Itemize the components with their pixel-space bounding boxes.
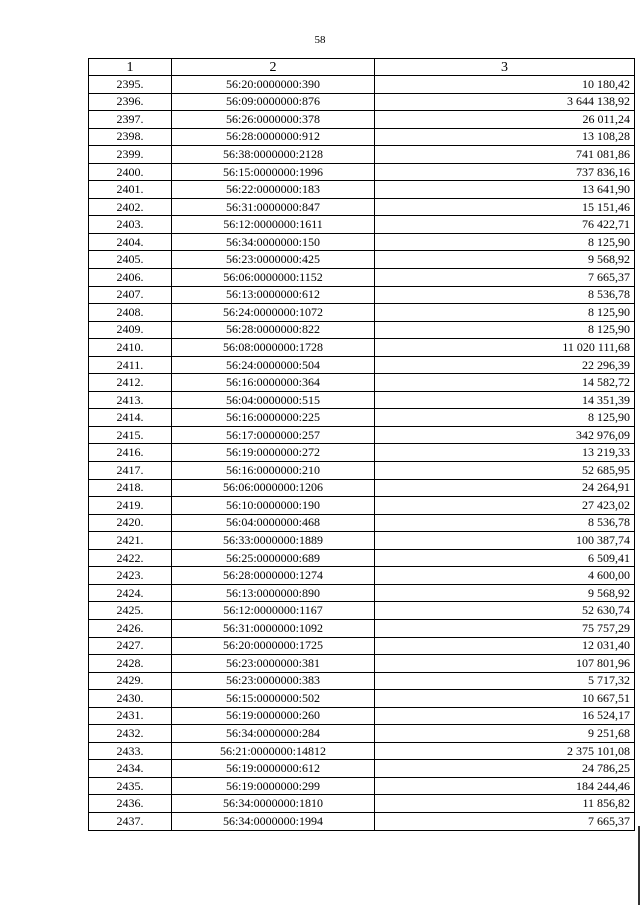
cadastral-number-cell: 56:12:0000000:1611 — [172, 216, 375, 234]
table-row — [89, 269, 635, 287]
table-row — [89, 304, 635, 322]
row-index-cell: 2397. — [89, 111, 172, 129]
cadastral-value-cell: 7 665,37 — [375, 269, 635, 287]
cadastral-value-cell: 3 644 138,92 — [375, 93, 635, 111]
table-row — [89, 181, 635, 199]
cadastral-number-cell: 56:06:0000000:1152 — [172, 269, 375, 287]
cadastral-value-cell: 7 665,37 — [375, 812, 635, 830]
table-row — [89, 251, 635, 269]
table-row — [89, 374, 635, 392]
cadastral-value-cell: 9 251,68 — [375, 725, 635, 743]
cadastral-number-cell: 56:15:0000000:1996 — [172, 163, 375, 181]
table-body — [89, 76, 635, 831]
table-row — [89, 286, 635, 304]
cadastral-number-cell: 56:28:0000000:822 — [172, 321, 375, 339]
cadastral-number-cell: 56:31:0000000:1092 — [172, 619, 375, 637]
cadastral-number-cell: 56:34:0000000:150 — [172, 233, 375, 251]
table-row — [89, 602, 635, 620]
table-row — [89, 497, 635, 515]
table-row — [89, 111, 635, 129]
column-header-index: 1 — [89, 59, 172, 76]
row-index-cell: 2433. — [89, 742, 172, 760]
cadastral-value-cell: 12 031,40 — [375, 637, 635, 655]
row-index-cell: 2404. — [89, 233, 172, 251]
cadastral-value-cell: 24 264,91 — [375, 479, 635, 497]
row-index-cell: 2399. — [89, 146, 172, 164]
row-index-cell: 2414. — [89, 409, 172, 427]
column-header-cadastral-number: 2 — [172, 59, 375, 76]
row-index-cell: 2415. — [89, 426, 172, 444]
cadastral-value-cell: 75 757,29 — [375, 619, 635, 637]
table-row — [89, 619, 635, 637]
row-index-cell: 2396. — [89, 93, 172, 111]
table-row — [89, 637, 635, 655]
table-row — [89, 462, 635, 480]
cadastral-value-cell: 11 020 111,68 — [375, 339, 635, 357]
cadastral-number-cell: 56:19:0000000:612 — [172, 760, 375, 778]
cadastral-number-cell: 56:24:0000000:504 — [172, 356, 375, 374]
cadastral-number-cell: 56:16:0000000:225 — [172, 409, 375, 427]
cadastral-value-cell: 8 536,78 — [375, 514, 635, 532]
row-index-cell: 2434. — [89, 760, 172, 778]
cadastral-value-cell: 27 423,02 — [375, 497, 635, 515]
row-index-cell: 2403. — [89, 216, 172, 234]
cadastral-number-cell: 56:17:0000000:257 — [172, 426, 375, 444]
cadastral-value-cell: 76 422,71 — [375, 216, 635, 234]
table-row — [89, 514, 635, 532]
table-row — [89, 672, 635, 690]
row-index-cell: 2405. — [89, 251, 172, 269]
table-row — [89, 444, 635, 462]
row-index-cell: 2431. — [89, 707, 172, 725]
table-row — [89, 76, 635, 94]
cadastral-number-cell: 56:16:0000000:210 — [172, 462, 375, 480]
row-index-cell: 2430. — [89, 690, 172, 708]
row-index-cell: 2428. — [89, 655, 172, 673]
table-row — [89, 725, 635, 743]
row-index-cell: 2409. — [89, 321, 172, 339]
cadastral-value-cell: 22 296,39 — [375, 356, 635, 374]
cadastral-number-cell: 56:19:0000000:299 — [172, 777, 375, 795]
table-row — [89, 198, 635, 216]
cadastral-number-cell: 56:23:0000000:381 — [172, 655, 375, 673]
cadastral-number-cell: 56:12:0000000:1167 — [172, 602, 375, 620]
cadastral-number-cell: 56:04:0000000:468 — [172, 514, 375, 532]
table-row — [89, 742, 635, 760]
row-index-cell: 2419. — [89, 497, 172, 515]
table-row — [89, 655, 635, 673]
cadastral-number-cell: 56:34:0000000:284 — [172, 725, 375, 743]
cadastral-number-cell: 56:25:0000000:689 — [172, 549, 375, 567]
row-index-cell: 2420. — [89, 514, 172, 532]
row-index-cell: 2398. — [89, 128, 172, 146]
table-row — [89, 584, 635, 602]
cadastral-value-cell: 107 801,96 — [375, 655, 635, 673]
table-row — [89, 391, 635, 409]
cadastral-value-cell: 24 786,25 — [375, 760, 635, 778]
row-index-cell: 2425. — [89, 602, 172, 620]
table-row — [89, 216, 635, 234]
cadastral-value-table — [88, 58, 635, 831]
cadastral-number-cell: 56:08:0000000:1728 — [172, 339, 375, 357]
cadastral-number-cell: 56:10:0000000:190 — [172, 497, 375, 515]
row-index-cell: 2413. — [89, 391, 172, 409]
cadastral-value-cell: 184 244,46 — [375, 777, 635, 795]
row-index-cell: 2435. — [89, 777, 172, 795]
row-index-cell: 2416. — [89, 444, 172, 462]
cadastral-number-cell: 56:31:0000000:847 — [172, 198, 375, 216]
cadastral-value-cell: 8 125,90 — [375, 321, 635, 339]
cadastral-number-cell: 56:06:0000000:1206 — [172, 479, 375, 497]
row-index-cell: 2436. — [89, 795, 172, 813]
cadastral-number-cell: 56:20:0000000:1725 — [172, 637, 375, 655]
row-index-cell: 2402. — [89, 198, 172, 216]
cadastral-number-cell: 56:19:0000000:260 — [172, 707, 375, 725]
row-index-cell: 2418. — [89, 479, 172, 497]
row-index-cell: 2401. — [89, 181, 172, 199]
table-row — [89, 479, 635, 497]
row-index-cell: 2411. — [89, 356, 172, 374]
cadastral-number-cell: 56:16:0000000:364 — [172, 374, 375, 392]
cadastral-number-cell: 56:28:0000000:1274 — [172, 567, 375, 585]
cadastral-value-cell: 10 667,51 — [375, 690, 635, 708]
cadastral-value-cell: 14 351,39 — [375, 391, 635, 409]
cadastral-value-cell: 52 630,74 — [375, 602, 635, 620]
table-row — [89, 760, 635, 778]
cadastral-value-cell: 737 836,16 — [375, 163, 635, 181]
row-index-cell: 2417. — [89, 462, 172, 480]
cadastral-number-cell: 56:13:0000000:890 — [172, 584, 375, 602]
cadastral-number-cell: 56:20:0000000:390 — [172, 76, 375, 94]
column-header-value: 3 — [375, 59, 635, 76]
cadastral-value-cell: 16 524,17 — [375, 707, 635, 725]
cadastral-value-cell: 8 125,90 — [375, 304, 635, 322]
cadastral-number-cell: 56:04:0000000:515 — [172, 391, 375, 409]
cadastral-number-cell: 56:23:0000000:383 — [172, 672, 375, 690]
table-row — [89, 356, 635, 374]
cadastral-value-cell: 13 219,33 — [375, 444, 635, 462]
table-row — [89, 690, 635, 708]
table-row — [89, 549, 635, 567]
table-row — [89, 163, 635, 181]
cadastral-number-cell: 56:28:0000000:912 — [172, 128, 375, 146]
cadastral-value-cell: 13 108,28 — [375, 128, 635, 146]
row-index-cell: 2421. — [89, 532, 172, 550]
table-row — [89, 777, 635, 795]
cadastral-value-cell: 342 976,09 — [375, 426, 635, 444]
table-row — [89, 146, 635, 164]
row-index-cell: 2410. — [89, 339, 172, 357]
cadastral-number-cell: 56:09:0000000:876 — [172, 93, 375, 111]
row-index-cell: 2412. — [89, 374, 172, 392]
row-index-cell: 2429. — [89, 672, 172, 690]
table-row — [89, 339, 635, 357]
cadastral-number-cell: 56:21:0000000:14812 — [172, 742, 375, 760]
cadastral-value-cell: 10 180,42 — [375, 76, 635, 94]
cadastral-value-cell: 6 509,41 — [375, 549, 635, 567]
cadastral-value-cell: 13 641,90 — [375, 181, 635, 199]
cadastral-number-cell: 56:19:0000000:272 — [172, 444, 375, 462]
table-row — [89, 426, 635, 444]
table-row — [89, 707, 635, 725]
cadastral-value-cell: 741 081,86 — [375, 146, 635, 164]
cadastral-number-cell: 56:34:0000000:1810 — [172, 795, 375, 813]
table-row — [89, 567, 635, 585]
table-row — [89, 233, 635, 251]
cadastral-number-cell: 56:33:0000000:1889 — [172, 532, 375, 550]
cadastral-number-cell: 56:13:0000000:612 — [172, 286, 375, 304]
table-row — [89, 409, 635, 427]
cadastral-value-cell: 9 568,92 — [375, 584, 635, 602]
table-row — [89, 532, 635, 550]
row-index-cell: 2432. — [89, 725, 172, 743]
cadastral-number-cell: 56:22:0000000:183 — [172, 181, 375, 199]
cadastral-value-cell: 8 125,90 — [375, 233, 635, 251]
cadastral-value-cell: 8 536,78 — [375, 286, 635, 304]
cadastral-value-cell: 11 856,82 — [375, 795, 635, 813]
cadastral-number-cell: 56:34:0000000:1994 — [172, 812, 375, 830]
row-index-cell: 2426. — [89, 619, 172, 637]
row-index-cell: 2408. — [89, 304, 172, 322]
cadastral-value-cell: 52 685,95 — [375, 462, 635, 480]
cadastral-value-cell: 14 582,72 — [375, 374, 635, 392]
cadastral-value-cell: 15 151,46 — [375, 198, 635, 216]
table-row — [89, 321, 635, 339]
row-index-cell: 2400. — [89, 163, 172, 181]
cadastral-value-cell: 4 600,00 — [375, 567, 635, 585]
cadastral-value-cell: 8 125,90 — [375, 409, 635, 427]
row-index-cell: 2423. — [89, 567, 172, 585]
table-header-row — [89, 59, 635, 76]
row-index-cell: 2422. — [89, 549, 172, 567]
table-row — [89, 93, 635, 111]
cadastral-number-cell: 56:23:0000000:425 — [172, 251, 375, 269]
cadastral-number-cell: 56:38:0000000:2128 — [172, 146, 375, 164]
row-index-cell: 2406. — [89, 269, 172, 287]
cadastral-number-cell: 56:15:0000000:502 — [172, 690, 375, 708]
row-index-cell: 2427. — [89, 637, 172, 655]
page-number: 58 — [314, 34, 326, 46]
cadastral-value-cell: 100 387,74 — [375, 532, 635, 550]
table-row — [89, 795, 635, 813]
table-row — [89, 128, 635, 146]
cadastral-value-cell: 26 011,24 — [375, 111, 635, 129]
row-index-cell: 2437. — [89, 812, 172, 830]
table-row — [89, 812, 635, 830]
cadastral-value-cell: 9 568,92 — [375, 251, 635, 269]
cadastral-value-cell: 2 375 101,08 — [375, 742, 635, 760]
cadastral-number-cell: 56:24:0000000:1072 — [172, 304, 375, 322]
cadastral-number-cell: 56:26:0000000:378 — [172, 111, 375, 129]
row-index-cell: 2395. — [89, 76, 172, 94]
row-index-cell: 2424. — [89, 584, 172, 602]
row-index-cell: 2407. — [89, 286, 172, 304]
cadastral-value-cell: 5 717,32 — [375, 672, 635, 690]
